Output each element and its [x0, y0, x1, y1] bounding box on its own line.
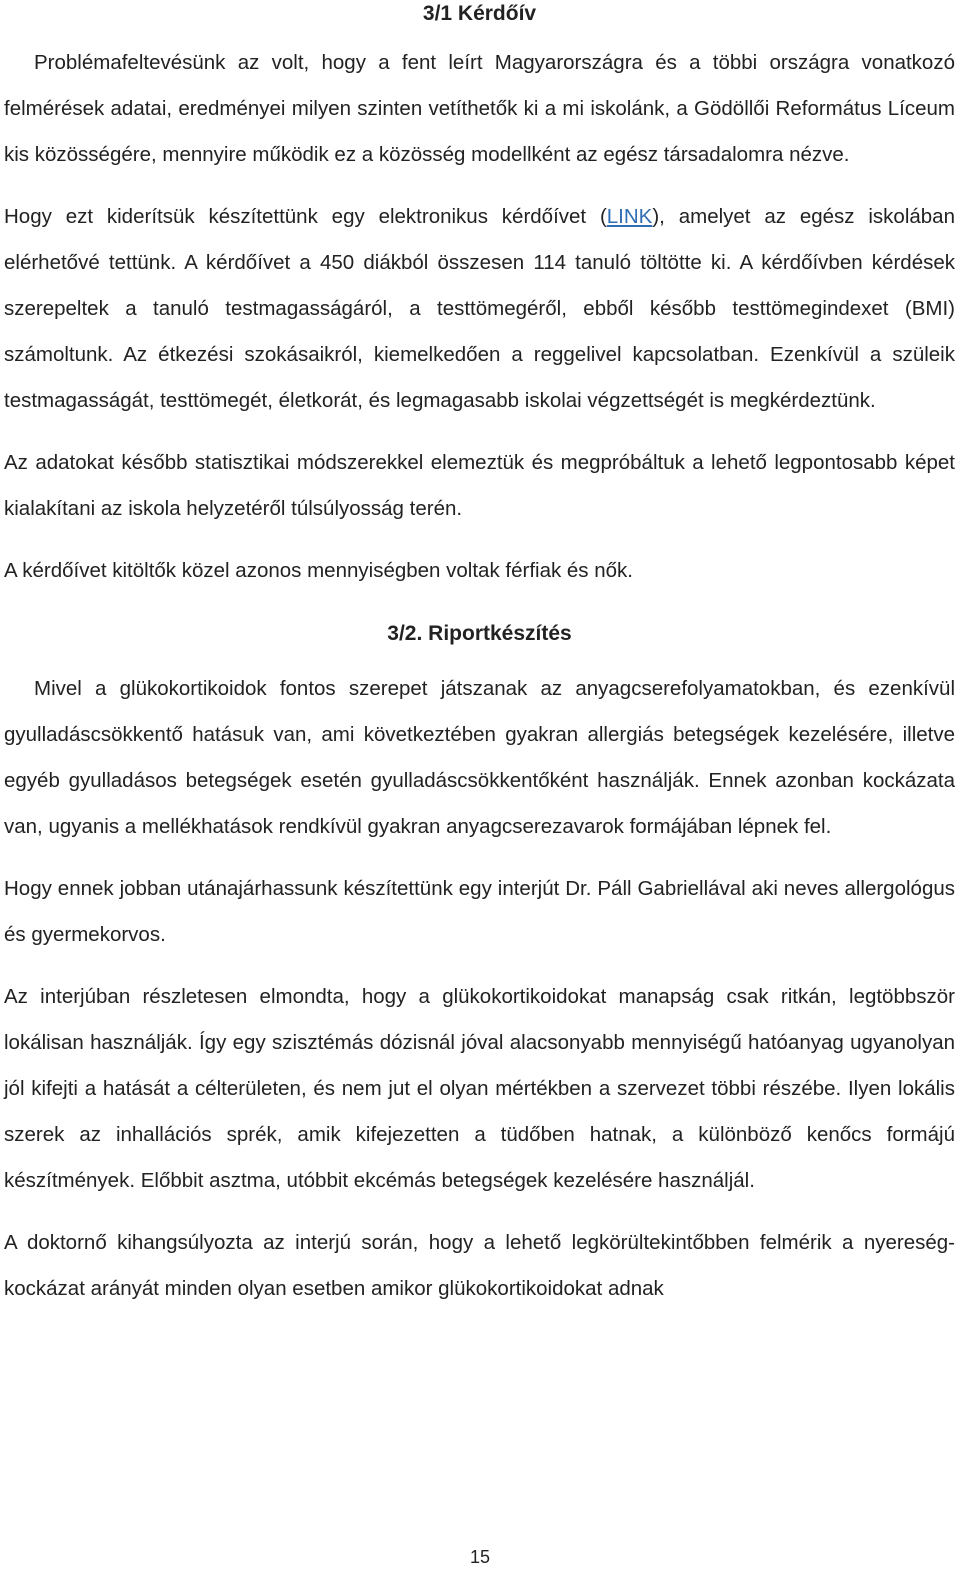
paragraph-problem-statement: Problémafeltevésünk az volt, hogy a fent leírt Magyarországra és a többi országra vonatkozó felmérések adatai, eredményei milyen szinten vetíthetők ki a mi iskolánk, a Gödöllői Református Líceum kis közösségére, mennyire működik ez a közösség modellként az egész társadalomra nézve.	[4, 51, 955, 166]
paragraph-risk-assessment: A doktornő kihangsúlyozta az interjú során, hogy a lehető legkörültekintőbben felmérik a nyereség-kockázat arányát minden olyan esetben amikor glükokortikoidokat adnak	[4, 1231, 955, 1300]
section-heading-kerdoiv: 3/1 Kérdőív	[422, 2, 537, 25]
paragraph-glucocorticoids: Mivel a glükokortikoidok fontos szerepet játszanak az anyagcserefolyamatokban, és ezenkívül gyulladáscsökkentő hatásuk van, ami következtében gyakran allergiás betegségek kezelésére, illetve egyéb gyulladásos betegségek esetén gyulladáscsökkentőként használják. Ennek azonban kockázata van, ugyanis a mellékhatások rendkívül gyakran anyagcserezavarok formájában lépnek fel.	[4, 677, 955, 838]
paragraph-questionnaire	[4, 194, 955, 424]
page-number: 15	[469, 1547, 491, 1567]
section-heading-riportkeszites: 3/2. Riportkészítés	[387, 622, 572, 645]
document-page	[4, 0, 955, 1312]
paragraph-gender-ratio: A kérdőívet kitöltők közel azonos mennyiségben voltak férfiak és nők.	[4, 559, 634, 582]
paragraph-text: ), amelyet az egész iskolában elérhetővé tettünk. A kérdőívet a 450 diákból összesen 114 tanuló töltötte ki. A kérdőívben kérdések szerepeltek a tanuló testmagasságáról, a testtömegéről, ebből később testtömegindexet (BMI) számoltunk. Az étkezési szokásaikról, kiemelkedően a reggelivel kapcsolatban. Ezenkívül a szüleik testmagasságát, testtömegét, életkorát, és legmagasabb iskolai végzettségét is megkérdeztünk.	[4, 205, 955, 412]
paragraph-statistics: Az adatokat később statisztikai módszerekkel elemeztük és megpróbáltuk a lehető legpontosabb képet kialakítani az iskola helyzetéről túlsúlyosság terén.	[4, 451, 955, 520]
paragraph-text: Hogy ezt kiderítsük készítettünk egy elektronikus kérdőívet (	[4, 205, 607, 228]
paragraph-interview-details: Az interjúban részletesen elmondta, hogy a glükokortikoidokat manapság csak ritkán, legtöbbször lokálisan használják. Így egy szisztémás dózisnál jóval alacsonyabb mennyiségű hatóanyag ugyanolyan jól kifejti a hatását a célterületen, és nem jut el olyan mértékben a szervezet többi részébe. Ilyen lokális szerek az inhallációs sprék, amik kifejezetten a tüdőben hatnak, a különböző kenőcs formájú készítmények. Előbbit asztma, utóbbit ekcémás betegségek kezelésére használjál.	[4, 985, 955, 1192]
paragraph-interview-intro: Hogy ennek jobban utánajárhassunk készítettünk egy interjút Dr. Páll Gabriellával aki neves allergológus és gyermekorvos.	[4, 877, 955, 946]
questionnaire-link[interactable]: LINK	[606, 205, 653, 228]
